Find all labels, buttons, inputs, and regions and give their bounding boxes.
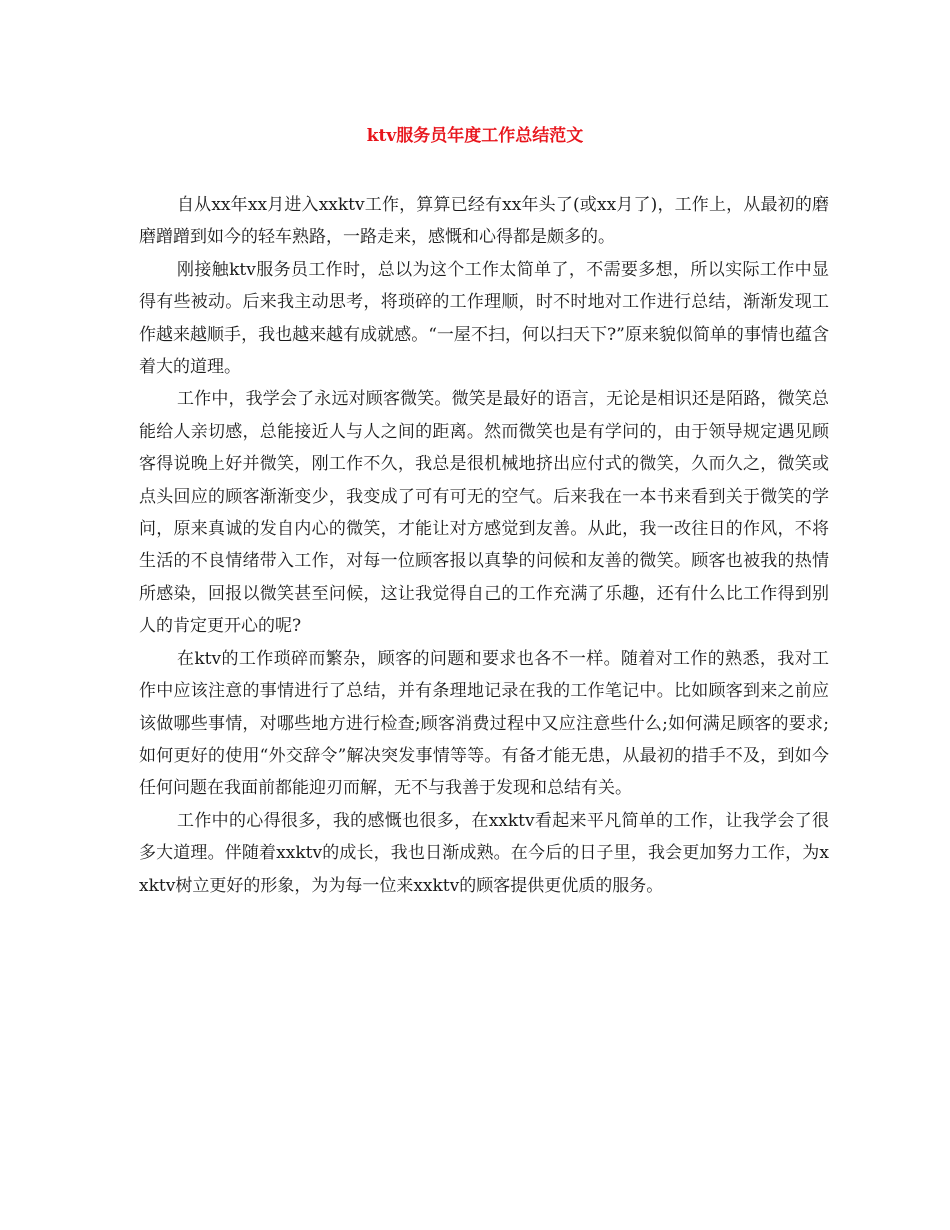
document-title: ktv服务员年度工作总结范文 bbox=[366, 126, 584, 146]
paragraph-3: 工作中，我学会了永远对顾客微笑。微笑是最好的语言，无论是相识还是陌路，微笑总能给人亲切感，总能接近人与人之间的距离。然而微笑也是有学问的，由于领导规定遇见顾客得说晚上好并微笑，刚工作不久，我总是很机械地挤出应付式的微笑，久而久之，微笑或点头回应的顾客渐渐变少，我变成了可有可无的空气。后来我在一本书来看到关于微笑的学问，原来真诚的发自内心的微笑，才能让对方感觉到友善。从此，我一改往日的作风，不将生活的不良情绪带入工作，对每一位顾客报以真挚的问候和友善的微笑。顾客也被我的热情所感染，回报以微笑甚至问候，这让我觉得自己的工作充满了乐趣，还有什么比工作得到别人的肯定更开心的呢? bbox=[139, 389, 829, 637]
document-body bbox=[139, 189, 829, 902]
paragraph-1: 自从xx年xx月进入xxktv工作，算算已经有xx年头了(或xx月了)，工作上，从最初的磨磨蹭蹭到如今的轻车熟路，一路走来，感慨和心得都是颇多的。 bbox=[139, 195, 829, 248]
paragraph-4: 在ktv的工作琐碎而繁杂，顾客的问题和要求也各不一样。随着对工作的熟悉，我对工作中应该注意的事情进行了总结，并有条理地记录在我的工作笔记中。比如顾客到来之前应该做哪些事情，对哪些地方进行检查;顾客消费过程中又应注意些什么;如何满足顾客的要求;如何更好的使用“外交辞令”解决突发事情等等。有备才能无患，从最初的措手不及，到如今任何问题在我面前都能迎刃而解，无不与我善于发现和总结有关。 bbox=[139, 648, 829, 799]
paragraph-2: 刚接触ktv服务员工作时，总以为这个工作太简单了，不需要多想，所以实际工作中显得有些被动。后来我主动思考，将琐碎的工作理顺，时不时地对工作进行总结，渐渐发现工作越来越顺手，我也越来越有成就感。“一屋不扫，何以扫天下?”原来貌似简单的事情也蕴含着大的道理。 bbox=[139, 259, 829, 378]
paragraph-5: 工作中的心得很多，我的感慨也很多，在xxktv看起来平凡简单的工作，让我学会了很多大道理。伴随着xxktv的成长，我也日渐成熟。在今后的日子里，我会更加努力工作，为xxktv树立更好的形象，为为每一位来xxktv的顾客提供更优质的服务。 bbox=[139, 810, 829, 896]
